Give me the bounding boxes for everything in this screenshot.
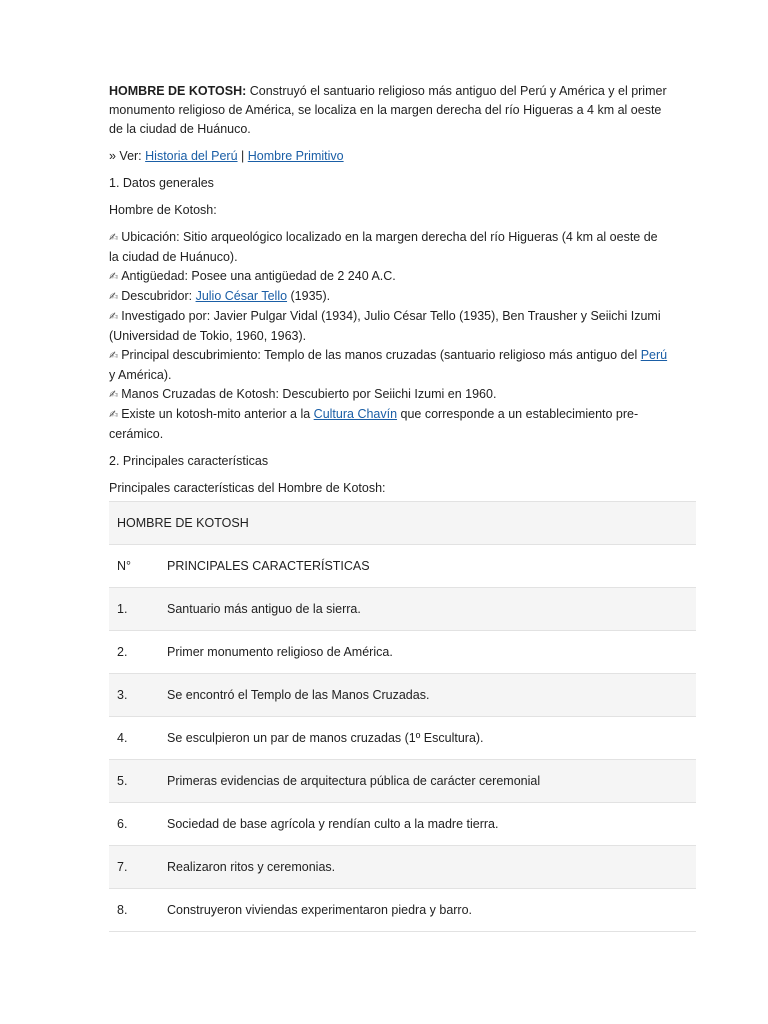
writing-hand-icon: ✍	[109, 350, 119, 362]
see-prefix: » Ver:	[109, 149, 146, 163]
document-body	[109, 82, 669, 506]
table-row	[109, 846, 696, 889]
link-julio-cesar-tello[interactable]: Julio César Tello	[195, 289, 288, 303]
row-text: Construyeron viviendas experimentaron piedra y barro.	[159, 889, 696, 932]
table-row	[109, 717, 696, 760]
row-number: 5.	[109, 760, 159, 803]
row-text: Sociedad de base agrícola y rendían culto a la madre tierra.	[159, 803, 696, 846]
subtitle-caracteristicas: Principales características del Hombre de Kotosh:	[109, 481, 386, 495]
link-peru[interactable]: Perú	[640, 348, 668, 362]
writing-hand-icon: ✍	[109, 409, 119, 421]
bullet-list	[109, 228, 669, 444]
row-number: 6.	[109, 803, 159, 846]
intro-paragraph	[109, 82, 669, 139]
bullet-descubridor: ✍ Descubridor: Julio César Tello (1935).	[109, 289, 331, 303]
row-text: Primer monumento religioso de América.	[159, 631, 696, 674]
bullet-kotosh-mito: ✍ Existe un kotosh-mito anterior a la Cultura Chavín que corresponde a un establecimiento pre-cerámico.	[109, 407, 639, 441]
section-heading-principales-caracteristicas: 2. Principales características	[109, 454, 269, 468]
characteristics-table	[109, 501, 696, 932]
row-number: 1.	[109, 588, 159, 631]
writing-hand-icon: ✍	[109, 311, 119, 323]
row-number: 4.	[109, 717, 159, 760]
table-title-row	[109, 502, 696, 545]
section-heading-datos-generales: 1. Datos generales	[109, 176, 214, 190]
writing-hand-icon: ✍	[109, 291, 119, 303]
bullet-antiguedad: ✍ Antigüedad: Posee una antigüedad de 2 240 A.C.	[109, 269, 396, 283]
row-text: Se esculpieron un par de manos cruzadas (1º Escultura).	[159, 717, 696, 760]
column-header-number: N°	[109, 545, 159, 588]
bullet-ubicacion: ✍ Ubicación: Sitio arqueológico localizado en la margen derecha del río Higueras (4 km al oeste de la ciudad de Huánuco).	[109, 230, 658, 264]
writing-hand-icon: ✍	[109, 232, 119, 244]
row-number: 8.	[109, 889, 159, 932]
subtitle-hombre-de-kotosh: Hombre de Kotosh:	[109, 203, 217, 217]
table-row	[109, 631, 696, 674]
row-text: Santuario más antiguo de la sierra.	[159, 588, 696, 631]
column-header-characteristics: PRINCIPALES CARACTERÍSTICAS	[159, 545, 696, 588]
row-text: Realizaron ritos y ceremonias.	[159, 846, 696, 889]
table-title: HOMBRE DE KOTOSH	[109, 502, 696, 545]
bullet-principal-descubrimiento: ✍ Principal descubrimiento: Templo de las manos cruzadas (santuario religioso más antiguo del Perú y América).	[109, 348, 668, 382]
bullet-investigado-por: ✍ Investigado por: Javier Pulgar Vidal (1934), Julio César Tello (1935), Ben Trausher y Seiichi Izumi (Universidad de Tokio, 1960, 1963).	[109, 309, 661, 343]
row-text: Se encontró el Templo de las Manos Cruzadas.	[159, 674, 696, 717]
table-row	[109, 674, 696, 717]
row-number: 7.	[109, 846, 159, 889]
row-text: Primeras evidencias de arquitectura pública de carácter ceremonial	[159, 760, 696, 803]
see-also-line	[109, 147, 669, 166]
writing-hand-icon: ✍	[109, 389, 119, 401]
link-historia-del-peru[interactable]: Historia del Perú	[145, 149, 238, 163]
table-row	[109, 803, 696, 846]
link-hombre-primitivo[interactable]: Hombre Primitivo	[247, 149, 344, 163]
see-separator: |	[237, 149, 248, 163]
writing-hand-icon: ✍	[109, 271, 119, 283]
row-number: 2.	[109, 631, 159, 674]
table-row	[109, 889, 696, 932]
table-row	[109, 588, 696, 631]
table-row	[109, 760, 696, 803]
bullet-manos-cruzadas: ✍ Manos Cruzadas de Kotosh: Descubierto por Seiichi Izumi en 1960.	[109, 387, 497, 401]
row-number: 3.	[109, 674, 159, 717]
table-header-row	[109, 545, 696, 588]
intro-text: Construyó el santuario religioso más antiguo del Perú y América y el primer monumento religioso de América, se localiza en la margen derecha del río Higueras a 4 km al oeste de la ciudad de Huánuco.	[109, 84, 667, 136]
intro-lead: HOMBRE DE KOTOSH:	[109, 84, 247, 98]
link-cultura-chavin[interactable]: Cultura Chavín	[313, 407, 398, 421]
